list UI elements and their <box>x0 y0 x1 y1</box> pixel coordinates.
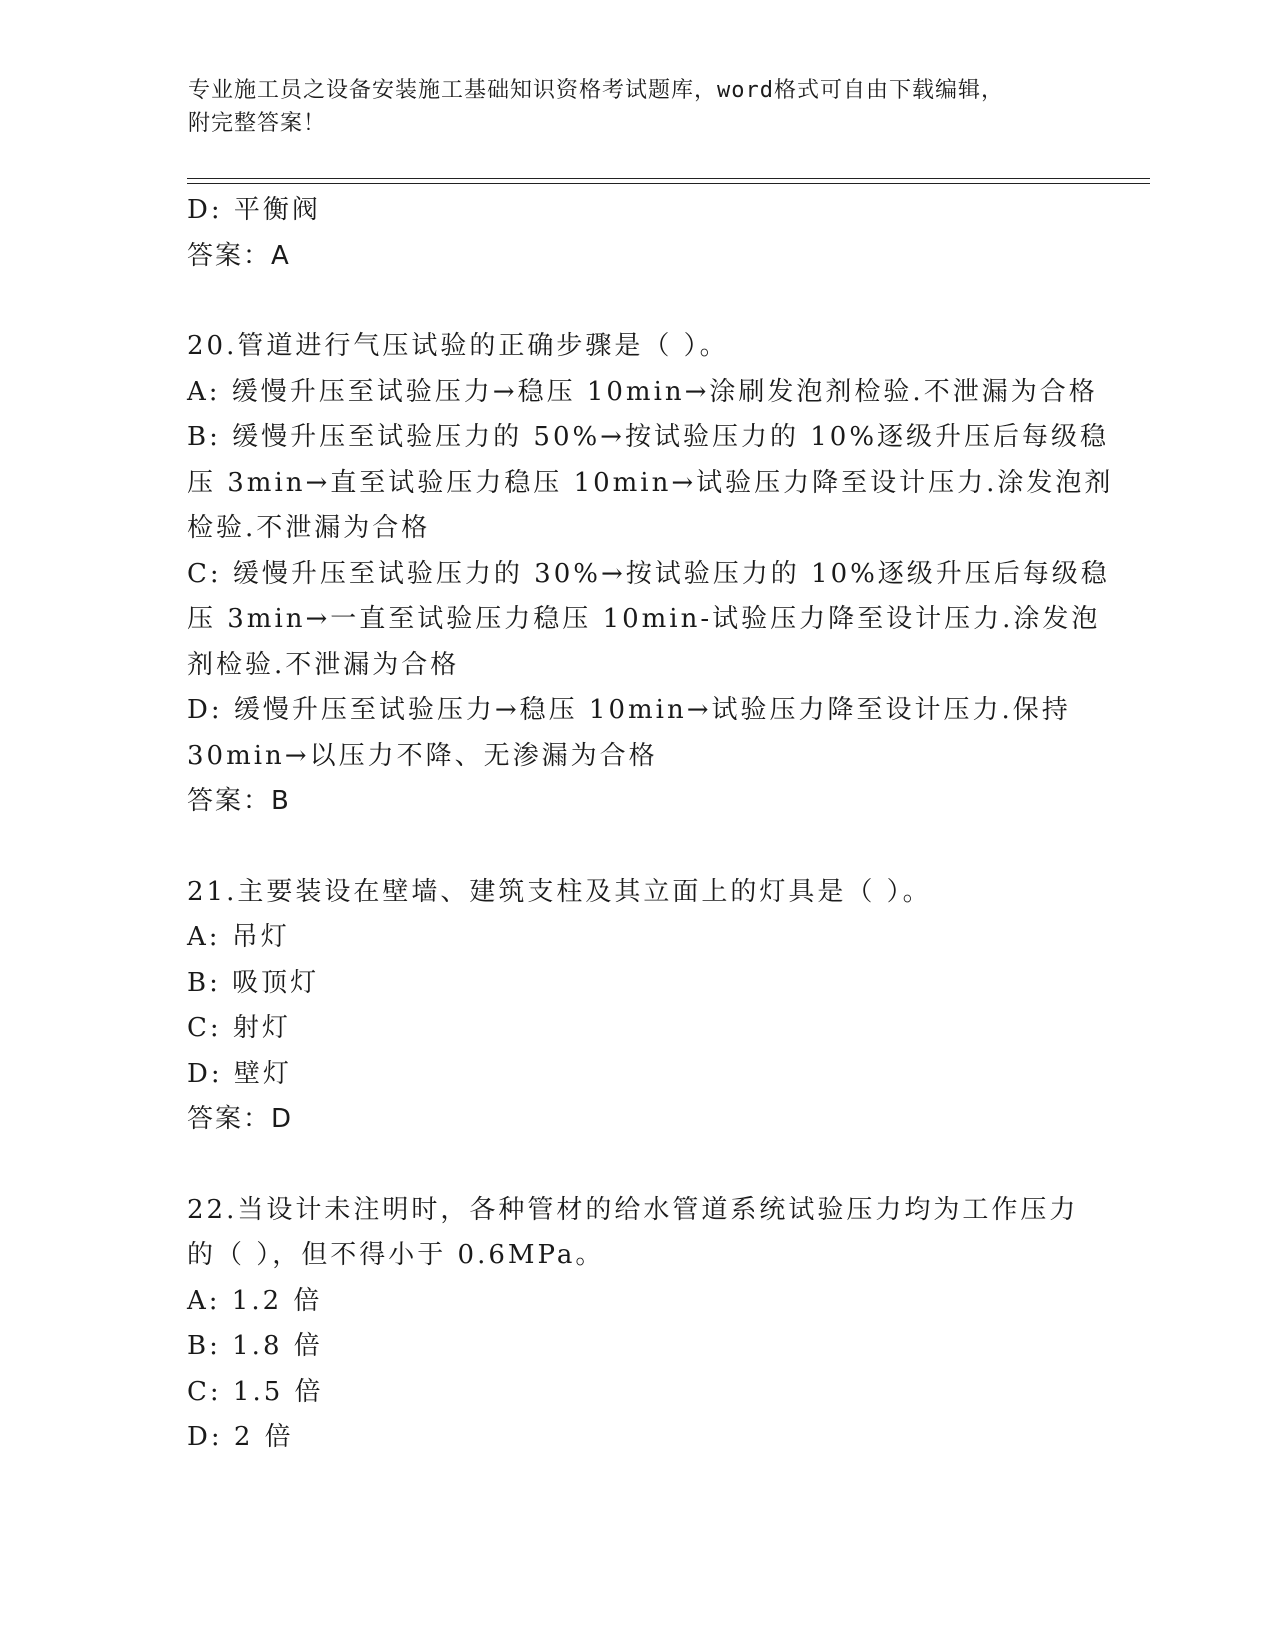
header-title-line-2: 附完整答案！ <box>188 111 327 136</box>
question-19-tail <box>187 188 1087 279</box>
option-b: B: 吸顶灯 <box>187 967 320 998</box>
answer-line: 答案：D <box>187 1104 294 1134</box>
header-divider-bottom <box>187 183 1150 184</box>
question-stem-line-1: 22.当设计未注明时，各种管材的给水管道系统试验压力均为工作压力 <box>187 1194 1079 1225</box>
spacer <box>187 279 1087 324</box>
question-stem: 21.主要装设在壁墙、建筑支柱及其立面上的灯具是（ ）。 <box>187 876 932 907</box>
option-c: C: 射灯 <box>187 1013 291 1043</box>
option-d: D: 壁灯 <box>187 1058 292 1089</box>
question-22 <box>187 1188 1087 1461</box>
option-c <box>187 552 1110 689</box>
option-c-line-1: C: 缓慢升压至试验压力的 30%→按试验压力的 10%逐级升压后每级稳 <box>187 558 1110 589</box>
option-b: B: 1.8 倍 <box>187 1331 323 1361</box>
option-d: D: 2 倍 <box>187 1422 294 1452</box>
spacer <box>187 1143 1087 1188</box>
document-header <box>188 74 1068 140</box>
option-c: C: 1.5 倍 <box>187 1376 324 1407</box>
option-c-line-2: 压 3min→一直至试验压力稳压 10min-试验压力降至设计压力.涂发泡 <box>187 604 1101 634</box>
answer-line: 答案：A <box>187 240 291 271</box>
question-stem-line-2: 的（ ），但不得小于 0.6MPa。 <box>187 1240 605 1270</box>
option-d <box>187 688 1087 779</box>
document-body <box>187 188 1114 1461</box>
option-d-line-2: 30min→以压力不降、无渗漏为合格 <box>187 740 658 771</box>
header-divider-top <box>187 178 1150 179</box>
option-a: A: 缓慢升压至试验压力→稳压 10min→涂刷发泡剂检验.不泄漏为合格 <box>187 376 1098 407</box>
option-d: D: 平衡阀 <box>187 195 321 225</box>
option-c-line-3: 剂检验.不泄漏为合格 <box>187 649 460 680</box>
question-21 <box>187 870 1087 1143</box>
question-20 <box>187 324 1114 825</box>
option-b-line-1: B: 缓慢升压至试验压力的 50%→按试验压力的 10%逐级升压后每级稳 <box>187 422 1110 452</box>
option-b-line-2: 压 3min→直至试验压力稳压 10min→试验压力降至设计压力.涂发泡剂 <box>187 467 1114 498</box>
answer-line: 答案：B <box>187 786 291 816</box>
question-stem: 20.管道进行气压试验的正确步骤是（ ）。 <box>187 331 729 361</box>
option-b-line-3: 检验.不泄漏为合格 <box>187 513 431 543</box>
option-d-line-1: D: 缓慢升压至试验压力→稳压 10min→试验压力降至设计压力.保持 <box>187 695 1071 725</box>
spacer <box>187 825 1087 870</box>
header-title-line-1: 专业施工员之设备安装施工基础知识资格考试题库，word格式可自由下载编辑， <box>188 78 1004 103</box>
option-a: A: 1.2 倍 <box>187 1285 323 1316</box>
option-a: A: 吊灯 <box>187 922 290 952</box>
option-b <box>187 415 1114 552</box>
